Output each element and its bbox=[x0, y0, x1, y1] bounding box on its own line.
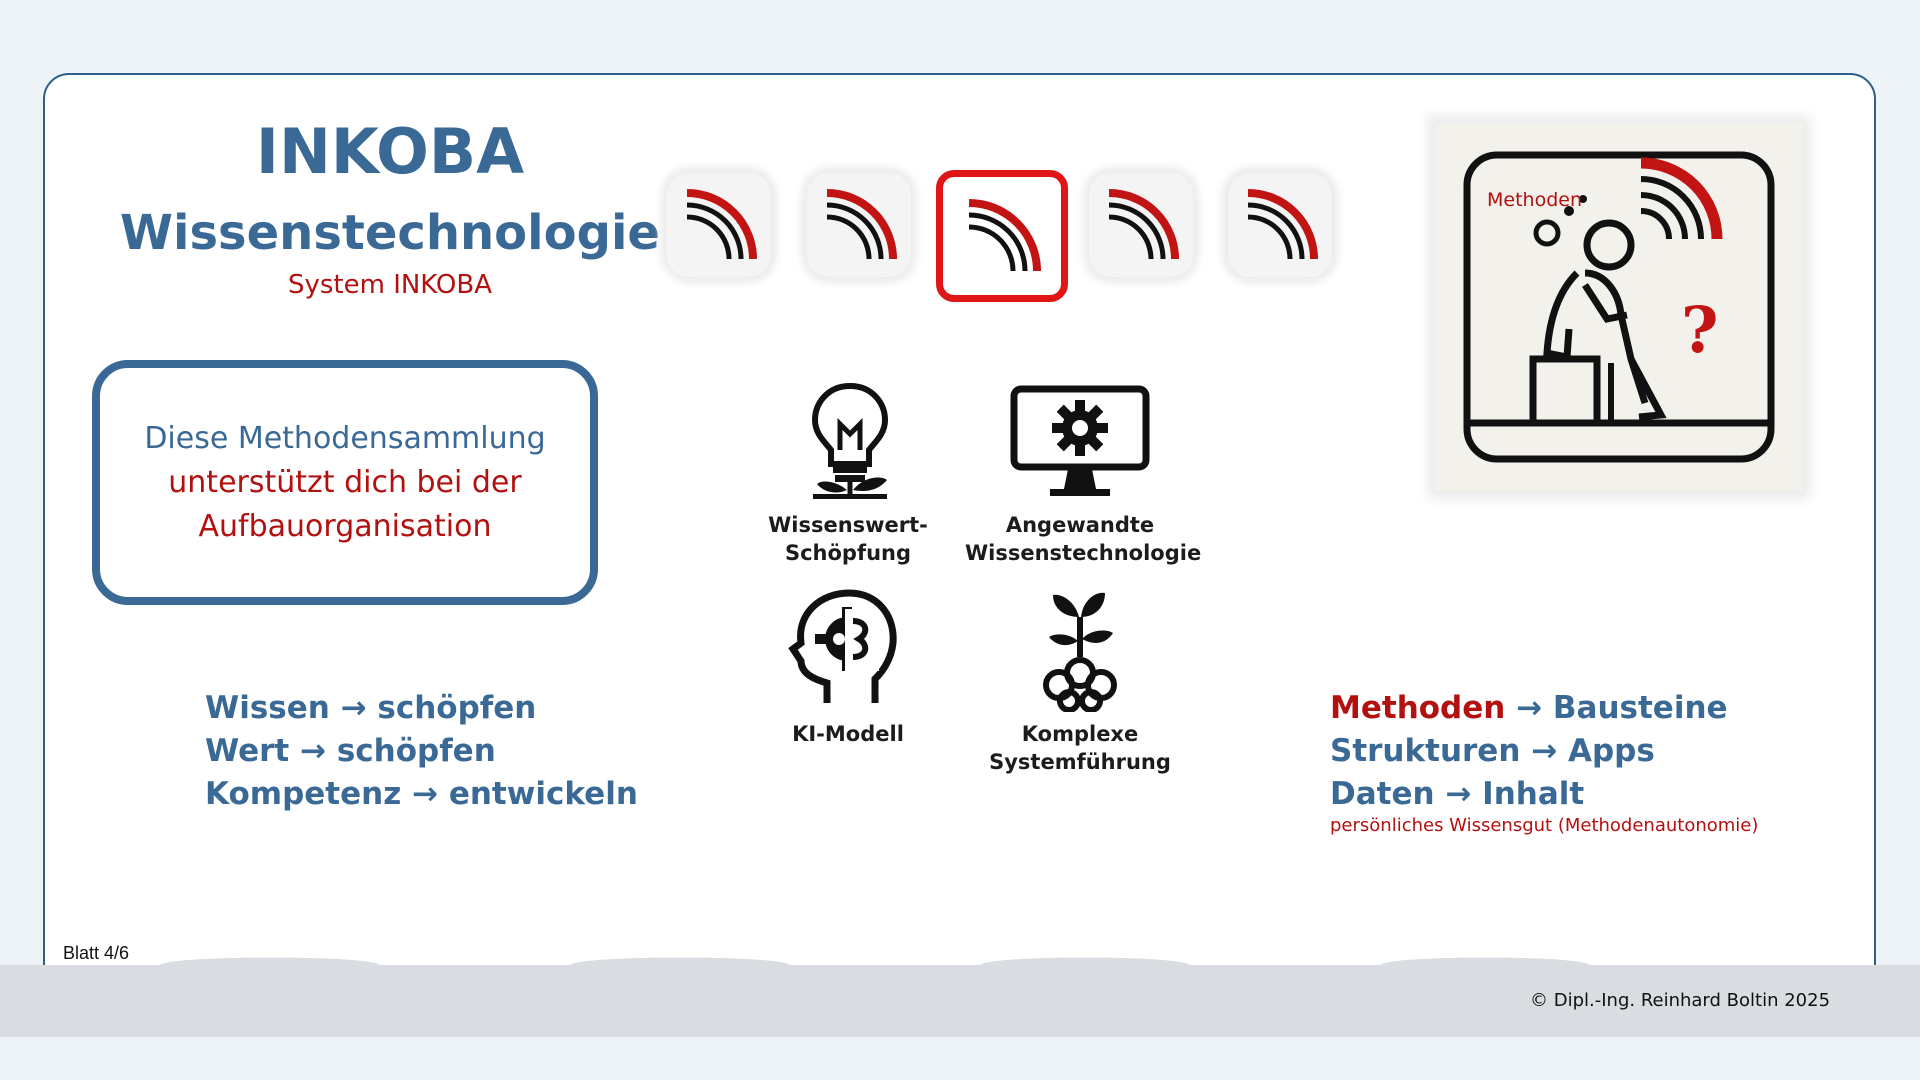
signal-arcs-icon bbox=[943, 177, 1061, 295]
copyright: © Dipl.-Ing. Reinhard Boltin 2025 bbox=[1530, 990, 1831, 1011]
signal-tile-1[interactable] bbox=[667, 173, 771, 277]
head-gear-icon bbox=[787, 587, 902, 707]
signal-arcs-icon bbox=[807, 173, 911, 277]
signal-tile-3-selected[interactable] bbox=[936, 170, 1068, 302]
thinker-label: Methoden bbox=[1487, 189, 1582, 211]
info-line-2: unterstützt dich bei der bbox=[168, 464, 522, 500]
info-line-3: Aufbauorganisation bbox=[198, 508, 492, 544]
question-mark: ? bbox=[1681, 293, 1719, 368]
lightbulb-plant-icon bbox=[795, 380, 905, 500]
signal-tile-2[interactable] bbox=[807, 173, 911, 277]
right-list-item: Strukturen → Apps bbox=[1330, 733, 1655, 769]
right-list-item: Methoden → Bausteine bbox=[1330, 690, 1728, 726]
monitor-gear-icon bbox=[1010, 385, 1150, 500]
footer-wave bbox=[0, 951, 1920, 991]
info-box bbox=[92, 360, 598, 605]
signal-arcs-icon bbox=[1089, 173, 1193, 277]
signal-tile-5[interactable] bbox=[1228, 173, 1332, 277]
right-list bbox=[1330, 687, 1728, 816]
left-list-item: Wert → schöpfen bbox=[205, 733, 496, 769]
right-list-item: Daten → Inhalt bbox=[1330, 776, 1585, 812]
category-label-2: Angewandte Wissenstechnologie bbox=[965, 513, 1202, 565]
left-list bbox=[205, 687, 638, 816]
category-label-4: Komplexe Systemführung bbox=[989, 722, 1171, 774]
category-label-1: Wissenswert- Schöpfung bbox=[768, 513, 928, 565]
plant-berries-icon bbox=[1035, 587, 1125, 712]
page-title: INKOBA bbox=[255, 115, 525, 188]
system-label: System INKOBA bbox=[287, 270, 493, 300]
left-list-item: Wissen → schöpfen bbox=[205, 690, 537, 726]
page-subtitle: Wissenstechnologie bbox=[120, 205, 660, 261]
signal-tile-4[interactable] bbox=[1089, 173, 1193, 277]
page-label: Blatt 4/6 bbox=[63, 943, 130, 963]
signal-arcs-icon bbox=[1228, 173, 1332, 277]
thinking-person-icon bbox=[1435, 123, 1803, 491]
thinker-card[interactable] bbox=[1435, 123, 1803, 491]
category-label-3: KI-Modell bbox=[792, 722, 904, 746]
info-line-1: Diese Methodensammlung bbox=[144, 420, 546, 456]
left-list-item: Kompetenz → entwickeln bbox=[205, 776, 638, 812]
methods-note: persönliches Wissensgut (Methodenautonomie) bbox=[1330, 815, 1759, 836]
slide bbox=[43, 73, 1876, 1013]
signal-arcs-icon bbox=[667, 173, 771, 277]
